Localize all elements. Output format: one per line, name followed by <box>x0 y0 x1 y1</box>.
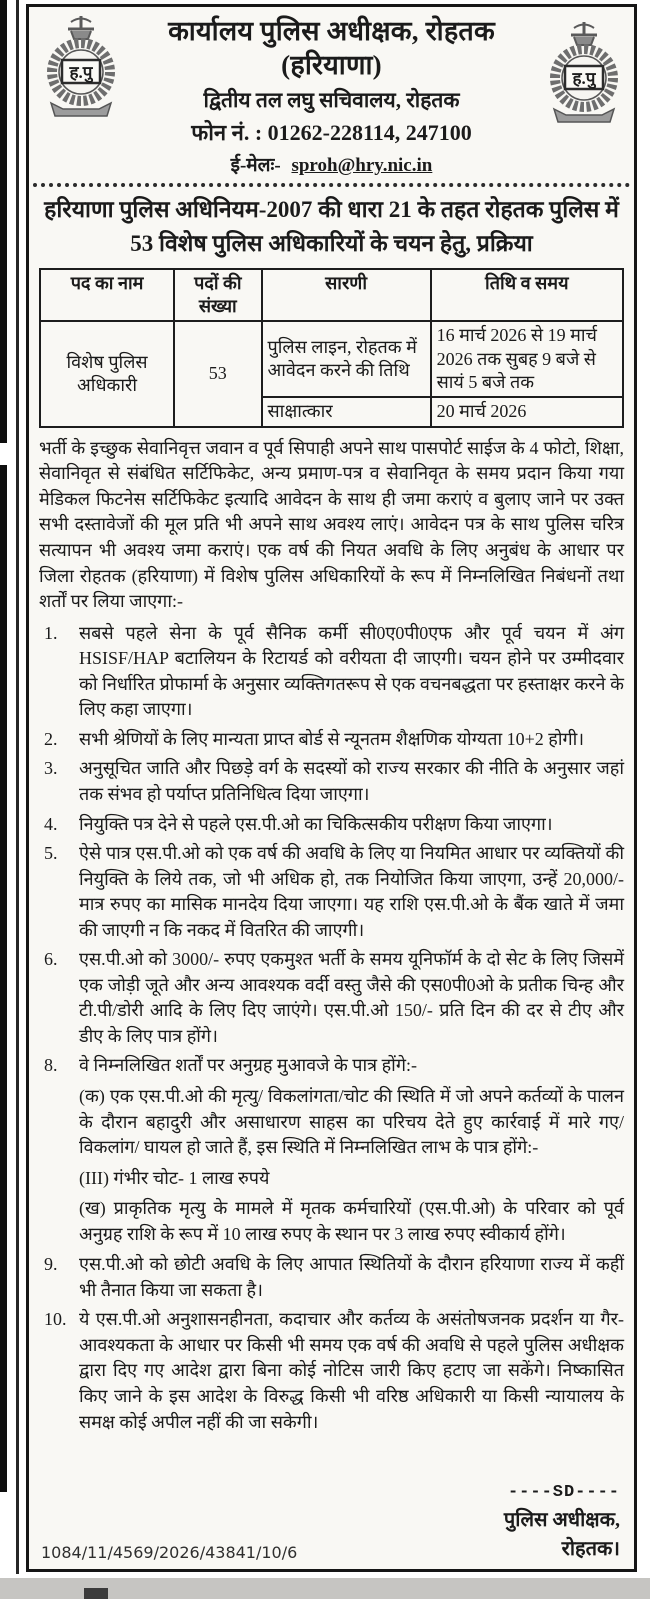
col-header-datetime: तिथि व समय <box>431 269 623 322</box>
term-item-1 <box>39 621 624 723</box>
term-item-8 <box>39 1053 624 1079</box>
email-label: ई-मेलः- <box>230 154 281 176</box>
term-item-5 <box>39 841 624 943</box>
notice-page <box>26 4 637 1572</box>
scan-edge-strip <box>0 0 7 1492</box>
scan-edge-line <box>16 0 19 1574</box>
term-8-subitem-ka: (क) एक एस.पी.ओ की मृत्यु/ विकलांगता/चोट की स्थिति में जो अपने कर्तव्यों के पालन के दौरान बहादुरी और असाधारण साहस का परिचय देते हुए कार्रवाई में मारे गए/ विकलांग/ घायल हो जाते हैं, इस स्थिति में निम्नलिखित लाभ के पात्र होंगे:- <box>79 1085 624 1158</box>
post-name-cell: विशेष पुलिस अधिकारी <box>40 321 174 427</box>
datetime-cell: 20 मार्च 2026 <box>431 397 623 426</box>
office-email-row <box>131 151 532 177</box>
term-text: ऐसे पात्र एस.पी.ओ को एक वर्ष की अवधि के लिए या नियमित आधार पर व्यक्तियों की नियुक्ति के लिये तक, जो भी अधिक हो, तक नियोजित किया जाएगा, उन्हें 20,000/- मात्र रुपए का मासिक मानदेय दिया जाएगा। यह राशि एस.पी.ओ के बैंक खाते में जमा की जाएगी न कि नकद में वितरित की जाएगी। <box>79 843 624 940</box>
term-number: 10. <box>44 1309 67 1330</box>
term-text: वे निम्नलिखित शर्तों पर अनुग्रह मुआवजे के पात्र होंगे:- <box>79 1055 417 1076</box>
term-text: सभी श्रेणियों के लिए मान्यता प्राप्त बोर्ड से न्यूनतम शैक्षणिक योग्यता 10+2 होगी। <box>79 728 585 749</box>
stage-cell: पुलिस लाइन, रोहतक में आवेदन करने की तिथि <box>262 321 431 397</box>
dotted-separator <box>33 183 630 187</box>
term-number: 6. <box>44 949 58 970</box>
stage-cell: साक्षात्कार <box>262 397 431 426</box>
notice-title <box>39 193 624 262</box>
term-text: एस.पी.ओ को 3000/- रुपए एकमुश्त भर्ती के समय यूनिफॉर्म के दो सेट के लिए जिसमें एक जोड़ी जूते और अन्य आवश्यक वर्दी वस्तु जैसे की एस0पी0ओ के प्रतीक चिन्ह और टी.पी/डोरी आदि के लिए दिए जाएंगे। एस.पी.ओ 150/- प्रति दिन की दर से टीए और डीए के लिए पात्र होंगे। <box>79 949 624 1046</box>
term-text: अनुसूचित जाति और पिछड़े वर्ग के सदस्यों को राज्य सरकार की नीति के अनुसार जहां तक संभव हो पर्याप्त प्रतिनिधित्व दिया जाएगा। <box>79 758 624 804</box>
datetime-cell: 16 मार्च 2026 से 19 मार्च 2026 तक सुबह 9 बजे से सायं 5 बजे तक <box>431 321 623 397</box>
term-text: सबसे पहले सेना के पूर्व सैनिक कर्मी सी0ए0पी0एफ और पूर्व चयन में अंग HSISF/HAP बटालियन के रिटायर्ड को वरीयता दी जाएगी। चयन होने पर उम्मीदवार को निर्धारित प्रोफार्मा के अनुसार व्यक्तिगतरूप से एक वचनबद्धता पर हस्ताक्षर करने के लिए कहा जाएगा। <box>79 622 624 720</box>
signatory-place: रोहतक। <box>561 1538 620 1560</box>
notice-title-line2: 53 विशेष पुलिस अधिकारियों के चयन हेतु, प्रक्रिया <box>130 231 533 256</box>
term-text: ये एस.पी.ओ अनुशासनहीनता, कदाचार और कर्तव्य के असंतोषजनक प्रदर्शन या गैर-आवश्यकता के आधार पर किसी भी समय एक वर्ष की अवधि से पहले पुलिस अधीक्षक द्वारा दिए गए आदेश द्वारा बिना कोई नोटिस जारी किए हटाए जा सकेंगे। निष्कासित किए जाने के इस आदेश के विरुद्ध किसी भी वरिष्ठ अधिकारी या किसी न्यायालय के समक्ष कोई अपील नहीं की जा सकेगी। <box>79 1309 624 1432</box>
terms-list <box>39 621 624 1435</box>
email-address: sproh@hry.nic.in <box>291 154 433 176</box>
scan-bottom-mark <box>84 1588 108 1599</box>
sd-line: ----SD---- <box>507 1483 620 1503</box>
col-header-post-name: पद का नाम <box>40 269 174 322</box>
selection-schedule-table <box>39 268 624 428</box>
term-item-6 <box>39 947 624 1049</box>
notice-title-line1: हरियाणा पुलिस अधिनियम-2007 की धारा 21 के तहत रोहतक पुलिस में <box>44 196 619 222</box>
term-number: 3. <box>44 758 58 779</box>
term-item-4 <box>39 812 624 838</box>
term-item-10 <box>39 1307 624 1435</box>
office-phone: फोन नं. : 01262-228114, 247100 <box>191 119 472 145</box>
col-header-stage: सारणी <box>262 269 431 322</box>
emblem-text: ह.पु <box>572 69 596 88</box>
footer <box>41 1481 620 1564</box>
col-header-post-count: पदों की संख्या <box>174 269 261 322</box>
term-number: 8. <box>44 1055 58 1076</box>
intro-paragraph: भर्ती के इच्छुक सेवानिवृत्त जवान व पूर्व सिपाही अपने साथ पासपोर्ट साईज के 4 फोटो, शिक्षा, सेवानिवृत से संबंधित सर्टिफिकेट, अन्य प्रमाण-पत्र व सेवानिवृत के समय प्रदान किया गया मेडिकल फिटनेस सर्टिफिकेट इत्यादि आवेदन के साथ ही जमा कराएं व बुलाए जाने पर उक्त सभी दस्तावेजों की मूल प्रति भी अपने साथ अवश्य लाएं। आवेदन पत्र के साथ पुलिस चरित्र सत्यापन भी अवश्य जमा कराएं। एक वर्ष की नियत अवधि के लिए अनुबंध के आधार पर जिला रोहतक (हरियाणा) में विशेष पुलिस अधिकारियों के रूप में निम्नलिखित निबंधनों तथा शर्तों पर लिया जाएगा:- <box>39 437 624 612</box>
term-8-subitem-iii: (III) गंभीर चोट- 1 लाख रुपये <box>79 1167 270 1188</box>
signature-block <box>504 1481 620 1564</box>
reference-number: 1084/11/4569/2026/43841/10/6 <box>41 1543 298 1562</box>
term-number: 4. <box>44 813 58 834</box>
term-item-9 <box>39 1252 624 1303</box>
scan-edge-notch <box>0 443 7 465</box>
table-row <box>40 321 623 397</box>
term-item-3 <box>39 756 624 807</box>
haryana-police-emblem-left-icon <box>37 15 125 125</box>
term-text: नियुक्ति पत्र देने से पहले एस.पी.ओ का चिकित्सकीय परीक्षण किया जाएगा। <box>79 813 553 834</box>
table-header-row <box>40 269 623 322</box>
signatory-designation: पुलिस अधीक्षक, <box>503 1509 620 1531</box>
emblem-text: ह.पु <box>69 63 93 82</box>
term-number: 1. <box>44 622 58 643</box>
post-count-cell: 53 <box>174 321 261 427</box>
term-8-subitem-kha: (ख) प्राकृतिक मृत्यु के मामले में मृतक कर्मचारियों (एस.पी.ओ) के परिवार को पूर्व अनुग्रह राशि के रूप में 10 लाख रुपए के स्थान पर 3 लाख रुपए स्वीकार्य होंगे। <box>79 1198 624 1244</box>
letterhead <box>39 13 624 177</box>
office-title: कार्यालय पुलिस अधीक्षक, रोहतक (हरियाणा) <box>168 16 495 80</box>
term-number: 9. <box>44 1254 58 1275</box>
term-number: 2. <box>44 728 58 749</box>
office-address: द्वितीय तल लघु सचिवालय, रोहतक <box>203 87 460 112</box>
haryana-police-emblem-right-icon <box>540 21 628 131</box>
term-text: एस.पी.ओ को छोटी अवधि के लिए आपात स्थितियों के दौरान हरियाणा राज्य में कहीं भी तैनात किया जा सकता है। <box>79 1254 624 1300</box>
term-number: 5. <box>44 843 58 864</box>
term-item-2 <box>39 727 624 753</box>
